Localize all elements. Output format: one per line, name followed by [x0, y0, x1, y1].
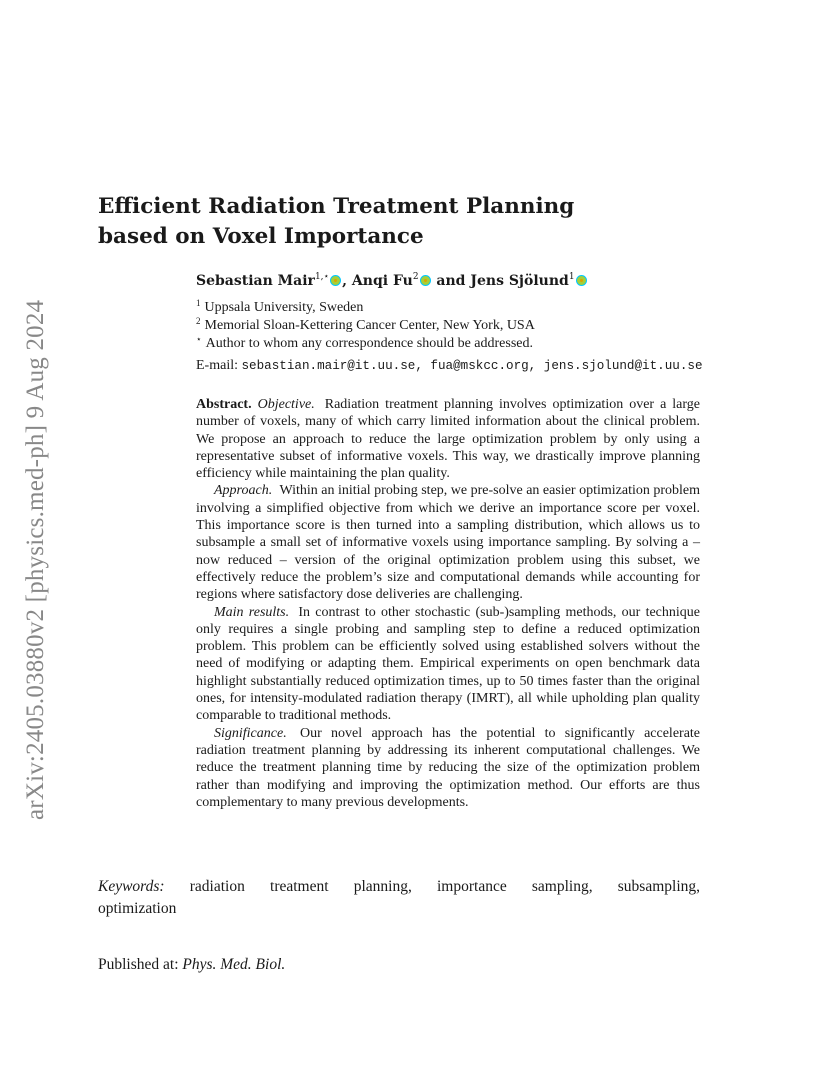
- author-separator: ,: [342, 273, 352, 289]
- paper-title: [98, 192, 618, 252]
- affiliation-mark: 2: [196, 316, 201, 326]
- affiliation-text: Uppsala University, Sweden: [204, 300, 364, 315]
- significance-label: Significance.: [214, 725, 287, 741]
- abstract-objective: [196, 396, 700, 482]
- arxiv-identifier: arXiv:2405.03880v2 [physics.med-ph] 9 Aug 2024: [22, 299, 49, 820]
- orcid-icon[interactable]: [330, 275, 341, 286]
- author-name: Jens Sjölund: [470, 273, 569, 289]
- affiliation-mark: 1: [196, 298, 201, 308]
- email-label: E-mail:: [196, 358, 238, 373]
- author-separator: and: [431, 273, 471, 289]
- correspondence-note: [196, 334, 533, 352]
- author-list: [196, 272, 588, 289]
- keywords: [98, 876, 700, 920]
- results-text: In contrast to other stochastic (sub-)sampling methods, our technique only requires a single probing and sampling step to define a reduced optimization problem. This problem can be efficiently solved using established solvers without the need of modifying or adapting them. Empirical experiments on open benchmark data highlight substantially reduced optimization times, up to 50 times faster than the original ones, for intensity-modulated radiation therapy (IMRT), all while upholding plan quality comparable to traditional methods.: [196, 604, 700, 724]
- abstract-significance: [196, 725, 700, 811]
- title-line-1: Efficient Radiation Treatment Planning: [98, 194, 575, 219]
- title-line-2: based on Voxel Importance: [98, 224, 424, 249]
- abstract-heading: Abstract.: [196, 397, 252, 412]
- affiliation-mark: ⋆: [196, 334, 202, 344]
- affiliation-text: Memorial Sloan-Kettering Cancer Center, New York, USA: [204, 318, 535, 333]
- author-name: Anqi Fu: [351, 273, 413, 289]
- orcid-icon[interactable]: [420, 275, 431, 286]
- author-affiliation-mark: 1,⋆: [314, 272, 330, 282]
- affiliation-2: [196, 316, 535, 334]
- journal-name: Phys. Med. Biol.: [182, 956, 286, 973]
- affiliation-1: [196, 298, 363, 316]
- abstract-approach: [196, 482, 700, 603]
- email-addresses[interactable]: sebastian.mair@it.uu.se, fua@mskcc.org, jens.sjolund@it.uu.se: [241, 359, 703, 373]
- significance-text: Our novel approach has the potential to significantly accelerate radiation treatment planning by addressing its inherent computational challenges. We reduce the treatment planning time by reducing the size of the optimization problem rather than modifying and improving the optimization method. Our efforts are thus complementary to many previous developments.: [196, 725, 701, 810]
- abstract: [196, 396, 700, 811]
- approach-label: Approach.: [214, 483, 273, 499]
- objective-label: Objective.: [257, 397, 315, 412]
- affiliation-text: Author to whom any correspondence should be addressed.: [205, 336, 533, 351]
- author-name: Sebastian Mair: [196, 273, 315, 289]
- author-affiliation-mark: 1: [568, 272, 575, 282]
- abstract-results: [196, 604, 700, 725]
- email-line: [196, 358, 703, 374]
- approach-text: Within an initial probing step, we pre-solve an easier optimization problem involving a simplified objective from which we derive an importance score per voxel. This importance score is then turned into a sampling distribution, which allows us to subsample a small set of informative voxels using importance sampling. By solving a – now reduced – version of the original optimization problem using this subset, we effectively reduce the problem’s size and computational demands while accounting for regions where satisfactory dose deliveries are challenging.: [196, 483, 701, 603]
- keywords-label: Keywords:: [98, 878, 165, 895]
- published-at: [98, 956, 285, 974]
- author-affiliation-mark: 2: [412, 272, 419, 282]
- keywords-text: radiation treatment planning, importance sampling, subsampling, optimization: [98, 878, 700, 917]
- orcid-icon[interactable]: [576, 275, 587, 286]
- objective-text: Radiation treatment planning involves optimization over a large number of voxels, many of which carry limited information about the clinical problem. We propose an approach to reduce the large optimization problem by only using a representative subset of informative voxels. This way, we drastically improve planning efficiency while maintaining the plan quality.: [196, 397, 700, 482]
- published-label: Published at:: [98, 956, 179, 973]
- results-label: Main results.: [214, 604, 290, 620]
